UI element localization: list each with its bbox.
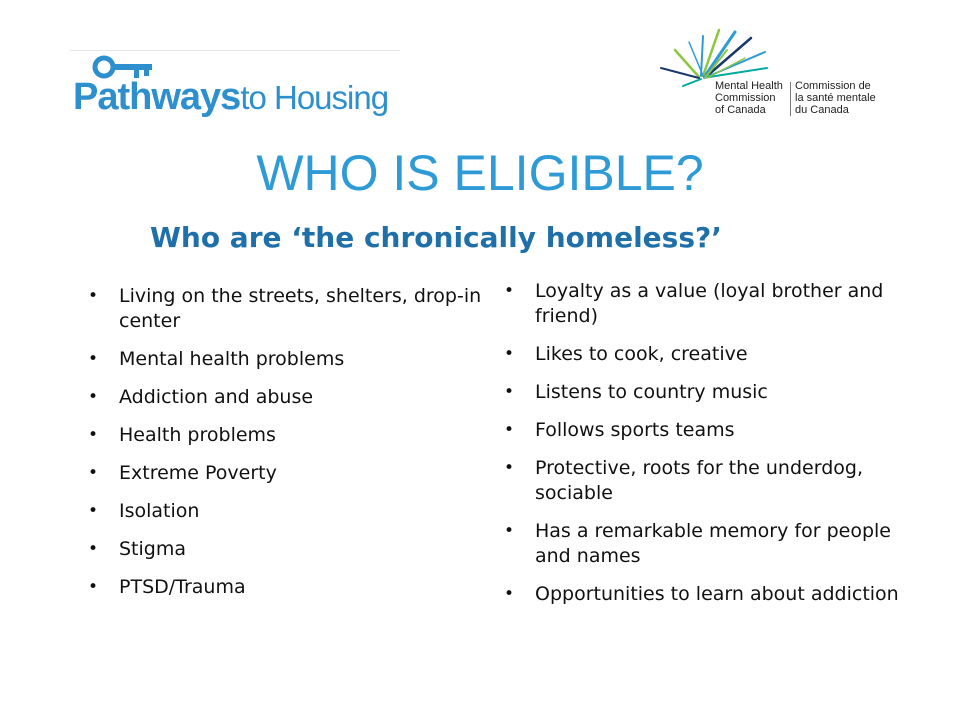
mhcc-english-name [715, 80, 793, 116]
brand-wordmark [73, 78, 388, 116]
starburst-icon [655, 28, 795, 88]
list-item: • Protective, roots for the underdog, sociable [496, 456, 916, 506]
mhcc-fr-line: Commission de [795, 80, 871, 92]
pathways-to-housing-logo [70, 44, 410, 118]
mhcc-fr-line: la santé mentale [795, 92, 876, 104]
mhcc-fr-line: du Canada [795, 104, 849, 116]
list-item: • Opportunities to learn about addiction [496, 582, 916, 607]
brand-name: Pathways [73, 76, 241, 118]
list-item: • Living on the streets, shelters, drop-in center [80, 284, 490, 334]
mhcc-logo [655, 28, 895, 123]
page-subtitle: Who are ‘the chronically homeless?’ [150, 221, 722, 254]
page-title: WHO IS ELIGIBLE? [256, 145, 704, 201]
list-item: • Mental health problems [80, 347, 490, 372]
list-item: • Addiction and abuse [80, 385, 490, 410]
list-item: • Listens to country music [496, 380, 916, 405]
mhcc-french-name [795, 80, 891, 116]
list-item: • Likes to cook, creative [496, 342, 916, 367]
mhcc-en-line: of Canada [715, 104, 766, 116]
mhcc-en-line: Commission [715, 92, 776, 104]
list-item: • Health problems [80, 423, 490, 448]
right-bullet-list [496, 279, 916, 620]
list-item: • PTSD/Trauma [80, 575, 490, 600]
list-item: • Isolation [80, 499, 490, 524]
list-item: • Stigma [80, 537, 490, 562]
brand-tagline: to Housing [240, 79, 389, 116]
left-bullet-list [80, 284, 490, 613]
logo-divider [70, 50, 400, 51]
list-item: • Loyalty as a value (loyal brother and friend) [496, 279, 916, 329]
list-item: • Follows sports teams [496, 418, 916, 443]
mhcc-en-line: Mental Health [715, 80, 783, 92]
list-item: • Extreme Poverty [80, 461, 490, 486]
list-item: • Has a remarkable memory for people and names [496, 519, 916, 569]
mhcc-separator [790, 82, 791, 116]
